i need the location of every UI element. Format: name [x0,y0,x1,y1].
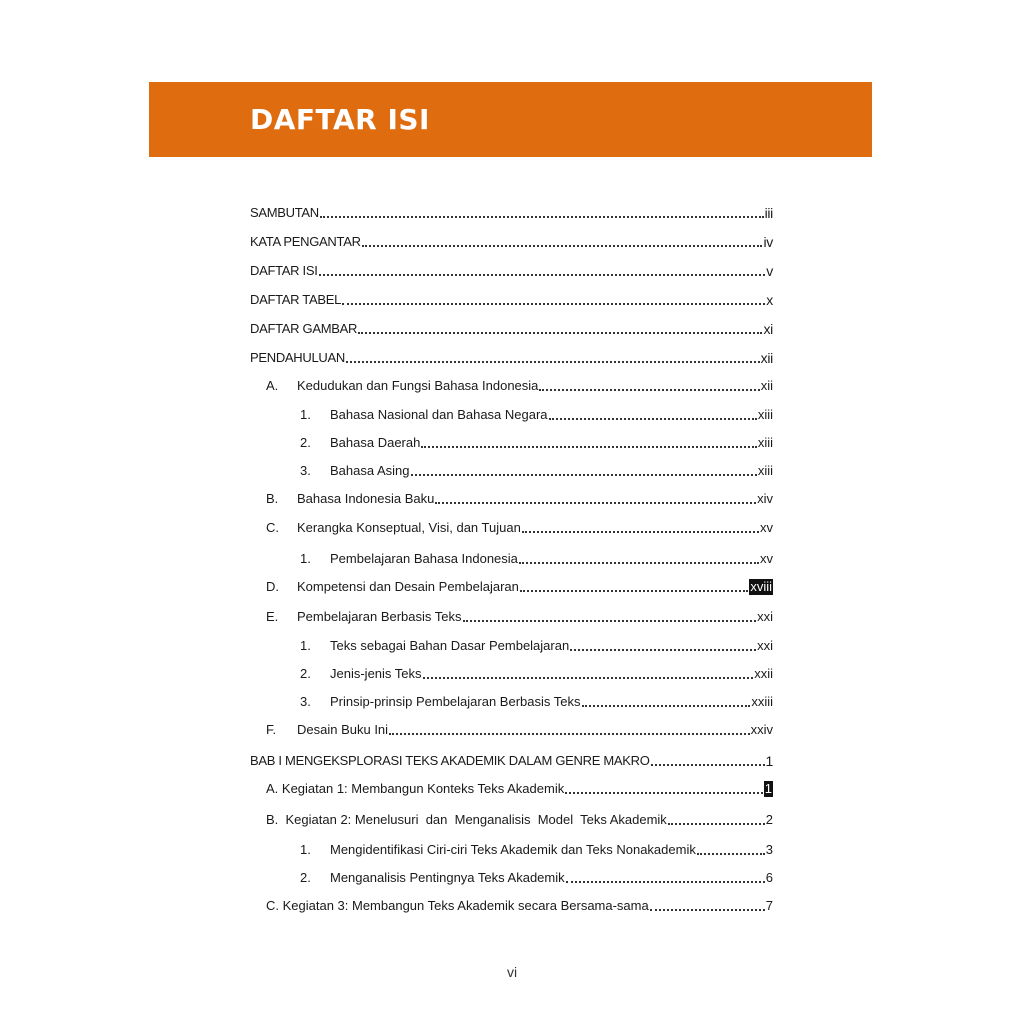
toc-entry-page-highlighted: 1 [764,781,772,796]
dot-leader [520,586,748,592]
toc-entry-page: xii [760,378,773,393]
dot-leader [423,673,754,679]
toc-entry-page: iii [764,205,773,221]
toc-entry-number: 1. [300,551,311,566]
dot-leader [411,470,757,476]
dot-leader [358,328,762,334]
toc-entry[interactable] [250,348,773,366]
toc-entry-label: A. Kegiatan 1: Membangun Konteks Teks Akademik [266,781,565,796]
toc-entry-number: 2. [300,870,311,885]
toc-entry-page: xiv [757,491,773,506]
toc-entry[interactable] [266,810,773,828]
toc-entry-number: A. [266,378,279,393]
toc-entry-page: xxi [757,609,773,624]
toc-entry-label: Menganalisis Pentingnya Teks Akademik [330,870,565,885]
toc-entry-number: 1. [300,407,311,422]
toc-entry[interactable] [266,577,773,595]
toc-entry-page: x [766,292,773,308]
dot-leader [320,212,764,218]
dot-leader [522,527,759,533]
toc-entry-page: xxiv [750,722,773,737]
dot-leader [549,414,757,420]
page-number: vi [506,964,518,980]
dot-leader [668,819,765,825]
toc-entry-page: 6 [765,870,773,885]
toc-entry-label: C. Kegiatan 3: Membangun Teks Akademik secara Bersama-sama [266,898,649,913]
dot-leader [697,849,765,855]
toc-entry-number: 3. [300,463,311,478]
toc-entry-number: F. [266,722,277,737]
toc-entry-label: BAB I MENGEKSPLORASI TEKS AKADEMIK DALAM GENRE MAKRO [250,753,650,768]
toc-entry-label: Prinsip-prinsip Pembelajaran Berbasis Teks [330,694,581,709]
page-title: DAFTAR ISI [250,103,430,136]
toc-entry[interactable] [266,720,773,738]
toc-entry-label: Bahasa Indonesia Baku [297,491,435,506]
toc-entry[interactable] [300,461,773,479]
toc-entry-label: SAMBUTAN [250,205,319,220]
toc-entry-page: xxiii [751,694,773,709]
toc-entry[interactable] [266,607,773,625]
toc-entry-number: 1. [300,842,311,857]
toc-entry-number: 2. [300,435,311,450]
toc-entry-label: Kedudukan dan Fungsi Bahasa Indonesia [297,378,539,393]
toc-entry[interactable] [250,319,773,337]
dot-leader [651,760,765,766]
toc-entry-label: Bahasa Daerah [330,435,421,450]
toc-entry-label: Kerangka Konseptual, Visi, dan Tujuan [297,520,521,535]
dot-leader [362,241,763,247]
toc-entry-label: Kompetensi dan Desain Pembelajaran [297,579,519,594]
dot-leader [566,877,765,883]
toc-entry-label: Bahasa Nasional dan Bahasa Negara [330,407,548,422]
dot-leader [421,442,756,448]
toc-entry-page: 2 [765,812,773,827]
toc-entry-page: xv [760,551,773,566]
toc-entry[interactable] [266,376,773,394]
toc-entry-label: DAFTAR TABEL [250,292,342,307]
toc-entry-label: Bahasa Asing [330,463,410,478]
dot-leader [435,498,756,504]
dot-leader [346,357,760,363]
toc-entry[interactable] [250,290,773,308]
dot-leader [389,729,750,735]
toc-entry[interactable] [266,518,773,536]
toc-entry-number: 2. [300,666,311,681]
toc-entry-label: Teks sebagai Bahan Dasar Pembelajaran [330,638,570,653]
toc-entry[interactable] [300,664,773,682]
toc-entry-page: 1 [765,753,773,769]
toc-entry-label: Pembelajaran Berbasis Teks [297,609,462,624]
toc-entry-page: xv [760,520,773,535]
toc-entry-page-highlighted: xviii [750,579,772,594]
toc-entry-page: xiii [757,435,773,450]
toc-entry-page: xiii [757,407,773,422]
toc-entry[interactable] [300,840,773,858]
toc-entry-page: 7 [765,898,773,913]
toc-entry[interactable] [300,549,773,567]
toc-entry-label: B. Kegiatan 2: Menelusuri dan Menganalisis Model Teks Akademik [266,812,667,827]
toc-entry-page: iv [763,234,773,250]
toc-entry[interactable] [250,261,773,279]
toc-entry-label: Pembelajaran Bahasa Indonesia [330,551,518,566]
dot-leader [570,645,756,651]
toc-entry-page: v [766,263,773,279]
toc-entry-number: B. [266,491,279,506]
toc-entry-number: C. [266,520,279,535]
dot-leader [319,270,766,276]
toc-entry[interactable] [300,868,773,886]
toc-entry-label: DAFTAR ISI [250,263,318,278]
toc-entry[interactable] [300,405,773,423]
dot-leader [342,299,765,305]
dot-leader [463,616,757,622]
toc-entry-page: xiii [757,463,773,478]
toc-entry-page: xi [763,321,773,337]
toc-entry[interactable] [266,779,773,797]
toc-entry[interactable] [250,232,773,250]
dot-leader [582,701,751,707]
toc-entry-page: 3 [765,842,773,857]
toc-entry-page: xxii [754,666,773,681]
toc-entry-number: 1. [300,638,311,653]
toc-entry-number: 3. [300,694,311,709]
toc-entry-number: D. [266,579,279,594]
toc-entry-label: Jenis-jenis Teks [330,666,422,681]
toc-entry-page: xii [760,350,773,366]
toc-entry[interactable] [300,692,773,710]
dot-leader [539,385,759,391]
toc-entry-label: DAFTAR GAMBAR [250,321,358,336]
toc-entry-page: xxi [757,638,773,653]
toc-entry[interactable] [250,203,773,221]
toc-entry-label: KATA PENGANTAR [250,234,361,249]
toc-entry-label: Desain Buku Ini [297,722,389,737]
toc-entry[interactable] [266,896,773,914]
dot-leader [565,788,763,794]
dot-leader [519,558,759,564]
toc-entry-number: E. [266,609,279,624]
toc-entry[interactable] [300,636,773,654]
toc-entry-label: PENDAHULUAN [250,350,345,365]
toc-entry-label: Mengidentifikasi Ciri-ciri Teks Akademik dan Teks Nonakademik [330,842,696,857]
toc-entry-chapter[interactable] [250,751,773,769]
dot-leader [650,905,765,911]
toc-entry[interactable] [266,489,773,507]
toc-entry[interactable] [300,433,773,451]
